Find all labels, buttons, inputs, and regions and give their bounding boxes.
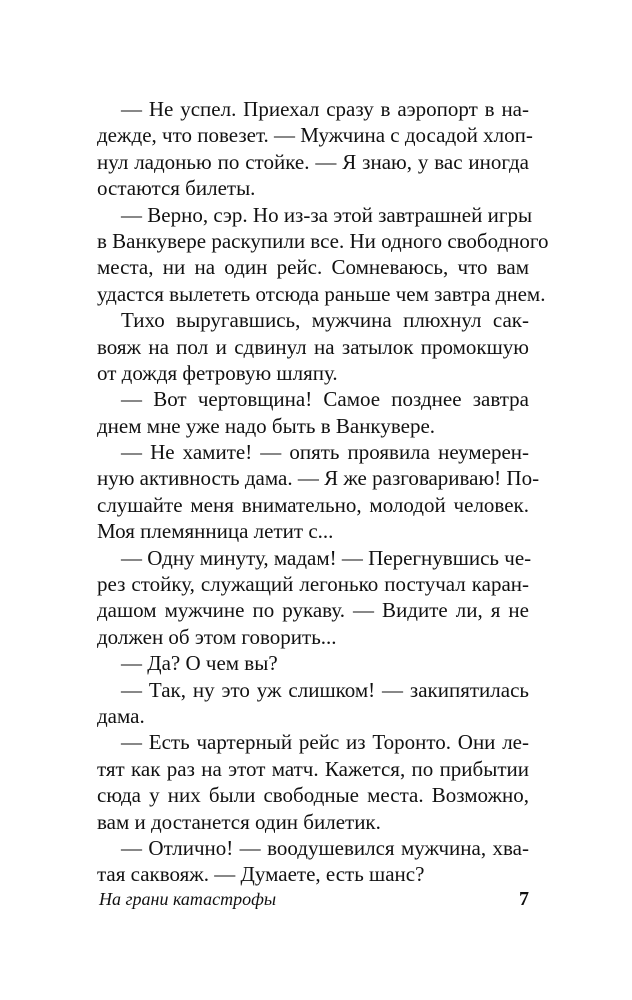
text-line: дама. xyxy=(97,703,145,728)
text-line: остаются билеты. xyxy=(97,176,256,201)
text-line: места, ни на один рейс. Сомневаюсь, что вам xyxy=(97,255,529,280)
text-line: от дождя фетровую шляпу. xyxy=(97,360,338,385)
text-line: должен об этом говорить... xyxy=(97,624,337,649)
text-line: вояж на пол и сдвинул на затылок промокшую xyxy=(97,334,529,359)
text-line: Моя племянница летит с... xyxy=(97,519,334,544)
text-line: — Верно, сэр. Но из-за этой завтрашней игры xyxy=(121,202,533,227)
text-line: тят как раз на этот матч. Кажется, по прибытии xyxy=(97,756,529,781)
text-line: — Так, ну это уж слишком! — закипятилась xyxy=(121,677,529,702)
text-line: вам и достанется один билетик. xyxy=(97,809,381,834)
text-line: днем мне уже надо быть в Ванкувере. xyxy=(97,413,436,438)
text-line: — Отлично! — воодушевился мужчина, хва- xyxy=(121,835,529,860)
text-line: — Одну минуту, мадам! — Перегнувшись че- xyxy=(121,545,532,570)
text-line: — Не хамите! — опять проявила неумерен- xyxy=(121,440,529,465)
page-footer xyxy=(99,886,529,912)
text-line: Тихо выругавшись, мужчина плюхнул сак- xyxy=(121,308,529,333)
text-line: — Есть чартерный рейс из Торонто. Они ле- xyxy=(121,730,529,755)
text-line: — Не успел. Приехал сразу в аэропорт в на- xyxy=(121,97,529,121)
text-line: дежде, что повезет. — Мужчина с досадой хлоп- xyxy=(97,123,533,148)
text-line: нул ладонью по стойке. — Я знаю, у вас иногда xyxy=(97,149,529,174)
text-line: в Ванкувере раскупили все. Ни одного свободного xyxy=(97,228,549,253)
text-line: тая саквояж. — Думаете, есть шанс? xyxy=(97,862,425,887)
page-number: 7 xyxy=(519,888,529,910)
text-line: — Да? О чем вы? xyxy=(121,651,278,676)
text-line: сюда у них были свободные места. Возможно, xyxy=(97,783,529,808)
text-line: слушайте меня внимательно, молодой человек. xyxy=(97,492,529,517)
text-line: — Вот чертовщина! Самое позднее завтра xyxy=(121,387,529,412)
text-line: рез стойку, служащий легонько постучал каран- xyxy=(97,572,529,597)
body-text xyxy=(97,96,549,888)
running-title: На грани катастрофы xyxy=(99,889,277,909)
text-line: удастся вылететь отсюда раньше чем завтра днем. xyxy=(97,281,546,306)
text-line: ную активность дама. — Я же разговариваю! По- xyxy=(97,466,540,491)
text-line: дашом мужчине по рукаву. — Видите ли, я не xyxy=(97,598,529,623)
